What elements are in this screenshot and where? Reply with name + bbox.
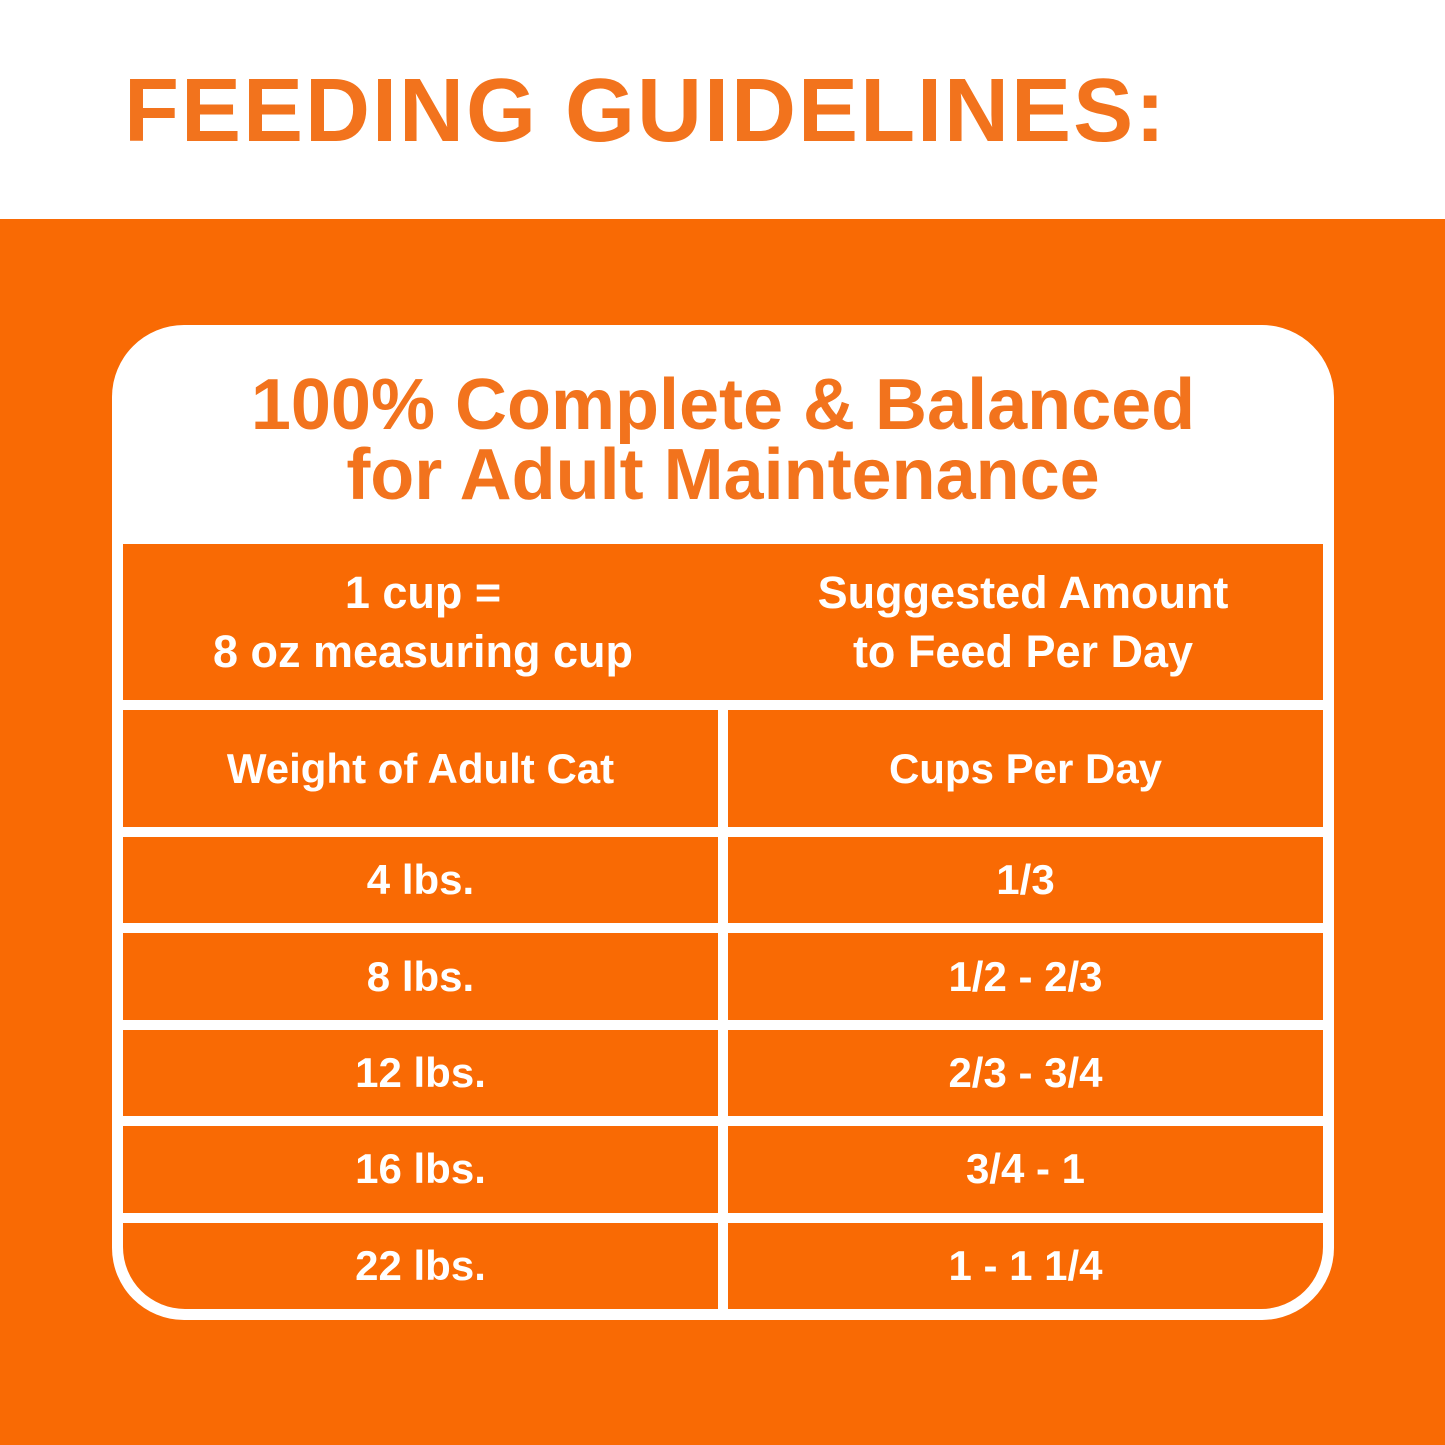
cup-definition-note: [123, 544, 723, 700]
page-header: [0, 0, 1445, 219]
card-heading-line1: 100% Complete & Balanced: [250, 365, 1196, 445]
table-row: [123, 1030, 1323, 1116]
page-title: FEEDING GUIDELINES:: [124, 61, 1168, 161]
card-heading: [123, 336, 1323, 544]
suggested-amount-line2: to Feed Per Day: [852, 626, 1194, 677]
column-header-cups: Cups Per Day: [728, 710, 1323, 827]
weight-cell: 12 lbs.: [123, 1030, 718, 1116]
suggested-amount-note: [723, 544, 1323, 700]
table-row: [123, 1126, 1323, 1212]
weight-cell: 8 lbs.: [123, 933, 718, 1019]
table-row: [123, 933, 1323, 1019]
guidelines-card: [112, 325, 1334, 1320]
weight-cell: 16 lbs.: [123, 1126, 718, 1212]
cups-cell: 3/4 - 1: [728, 1126, 1323, 1212]
weight-cell: 22 lbs.: [123, 1223, 718, 1309]
table-note-row: [123, 544, 1323, 700]
cup-definition-line2: 8 oz measuring cup: [212, 626, 634, 677]
column-header-weight: Weight of Adult Cat: [123, 710, 718, 827]
cups-cell: 1/2 - 2/3: [728, 933, 1323, 1019]
cups-cell: 2/3 - 3/4: [728, 1030, 1323, 1116]
table-row: [123, 837, 1323, 923]
cups-cell: 1 - 1 1/4: [728, 1223, 1323, 1309]
cups-cell: 1/3: [728, 837, 1323, 923]
orange-background: [0, 219, 1445, 1445]
table-header-row: [123, 710, 1323, 827]
weight-cell: 4 lbs.: [123, 837, 718, 923]
cup-definition-line1: 1 cup =: [344, 567, 502, 618]
table-row: [123, 1223, 1323, 1309]
feeding-table: [123, 544, 1323, 1309]
card-heading-line2: for Adult Maintenance: [346, 435, 1100, 515]
suggested-amount-line1: Suggested Amount: [817, 567, 1229, 618]
